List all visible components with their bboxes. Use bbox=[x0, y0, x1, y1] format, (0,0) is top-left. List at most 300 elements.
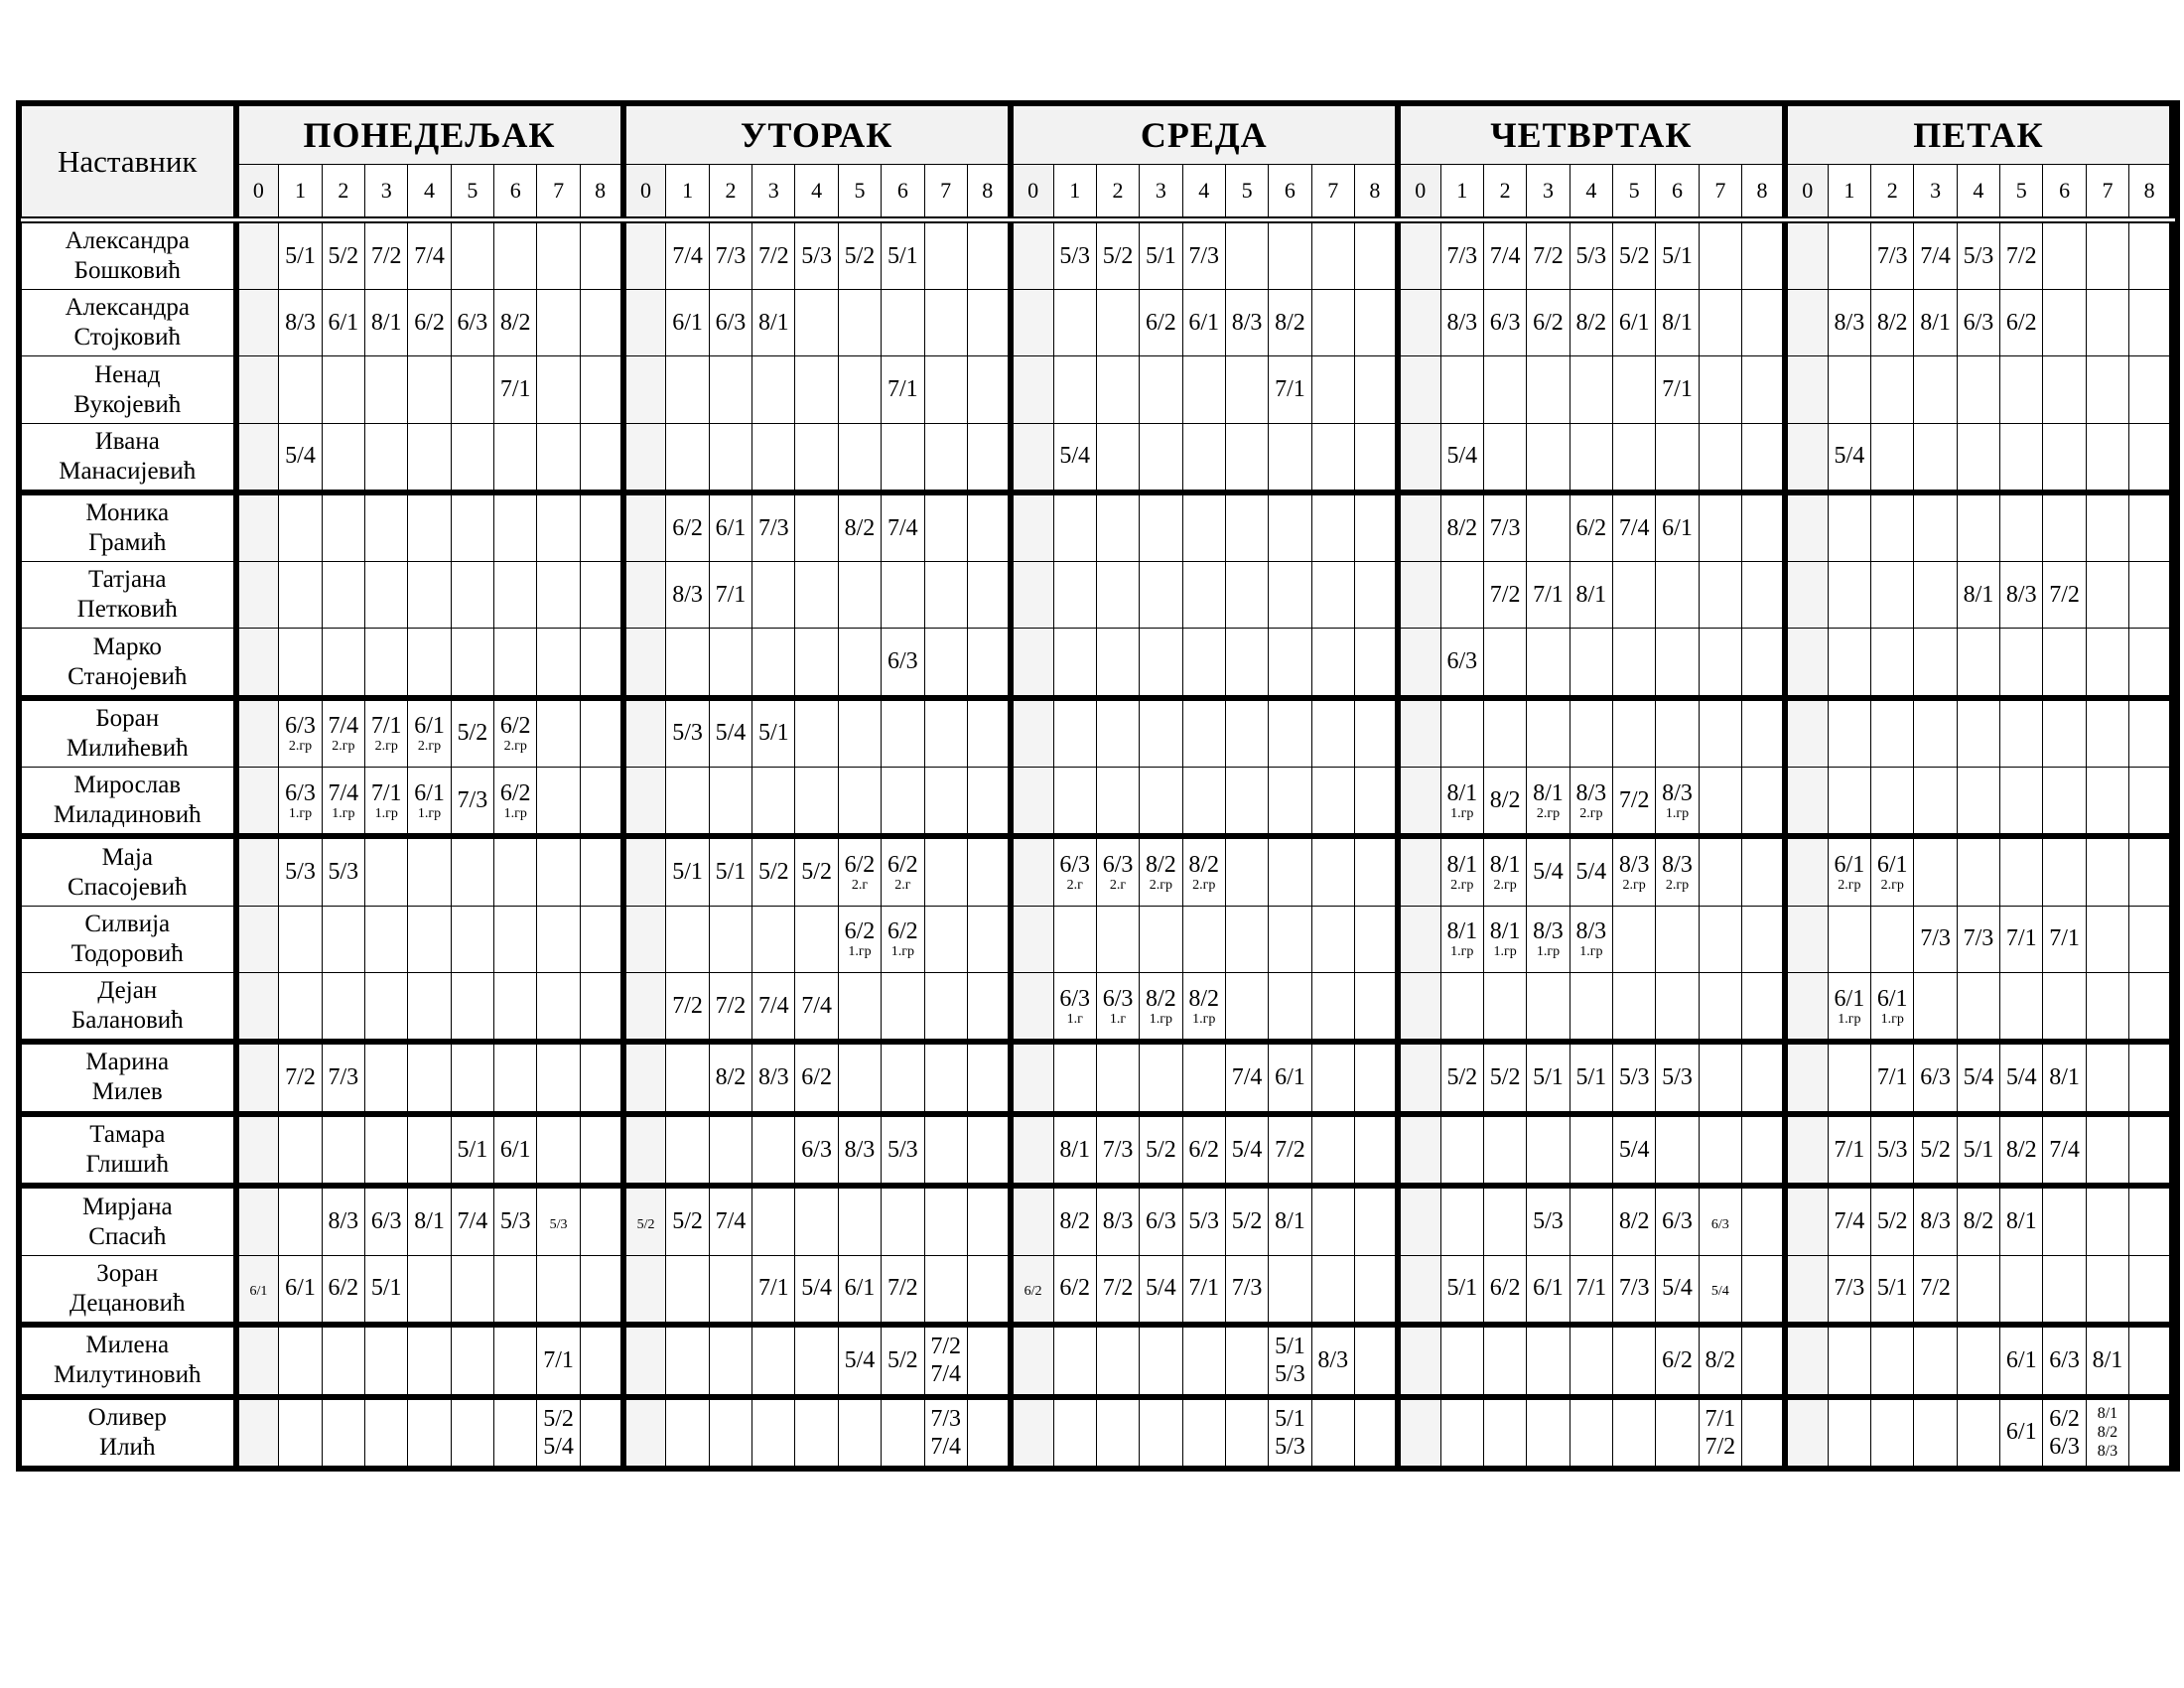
hour-header: 7 bbox=[2086, 165, 2128, 220]
class-cell bbox=[1311, 356, 1354, 423]
class-cell bbox=[1613, 906, 1656, 972]
class-cell bbox=[2000, 629, 2043, 698]
class-cell bbox=[666, 768, 709, 837]
class-cell: 6/3 bbox=[1140, 1186, 1182, 1255]
class-cell: 6/2 bbox=[666, 492, 709, 562]
class-cell bbox=[924, 629, 967, 698]
class-cell: 6/3 bbox=[1957, 290, 1999, 356]
class-cell bbox=[1742, 1042, 1785, 1114]
class-cell bbox=[709, 906, 751, 972]
class-cell bbox=[322, 768, 364, 837]
class-cell: 7/1 bbox=[1269, 356, 1311, 423]
class-cell bbox=[537, 1397, 580, 1467]
class-cell bbox=[408, 1114, 451, 1187]
class-cell bbox=[752, 629, 795, 698]
class-label: 6/1 bbox=[1876, 985, 1908, 1012]
class-cell bbox=[236, 220, 279, 290]
teacher-first-name: Александра bbox=[65, 294, 190, 322]
class-cell bbox=[2043, 290, 2086, 356]
class-cell bbox=[580, 1042, 622, 1114]
teacher-row bbox=[22, 836, 2173, 906]
class-label: 7/1 bbox=[1705, 1405, 1736, 1432]
class-cell bbox=[494, 906, 537, 972]
group-label: 2.г bbox=[894, 878, 911, 894]
group-label: 1.гр bbox=[1838, 1011, 1861, 1027]
class-cell bbox=[322, 423, 364, 492]
class-label: 6/3 bbox=[2049, 1433, 2080, 1460]
class-cell bbox=[365, 1114, 408, 1187]
teacher-last-name: Милићевић bbox=[66, 734, 189, 762]
class-cell bbox=[795, 356, 838, 423]
class-cell bbox=[795, 1397, 838, 1467]
hour-header: 2 bbox=[709, 165, 751, 220]
group-label: 1.гр bbox=[1536, 944, 1561, 960]
class-cell bbox=[1182, 1397, 1225, 1467]
class-cell bbox=[2043, 356, 2086, 423]
class-cell bbox=[2086, 768, 2128, 837]
class-cell bbox=[1053, 906, 1096, 972]
class-cell bbox=[2086, 492, 2128, 562]
class-cell bbox=[1225, 698, 1268, 768]
class-cell bbox=[2129, 972, 2172, 1042]
class-label: 8/2 bbox=[1188, 852, 1220, 879]
class-cell bbox=[1828, 629, 1870, 698]
class-cell bbox=[1483, 423, 1526, 492]
timetable-sheet bbox=[16, 100, 2180, 1472]
class-cell bbox=[967, 356, 1010, 423]
class-cell bbox=[365, 972, 408, 1042]
class-cell bbox=[1742, 290, 1785, 356]
hour-header: 3 bbox=[365, 165, 408, 220]
class-cell bbox=[666, 629, 709, 698]
hour-header: 7 bbox=[924, 165, 967, 220]
class-cell: 6/3 bbox=[709, 290, 751, 356]
class-cell bbox=[1011, 1042, 1053, 1114]
class-cell bbox=[1398, 1114, 1440, 1187]
hour-header: 6 bbox=[882, 165, 924, 220]
class-cell bbox=[1354, 356, 1397, 423]
class-cell: 7/1 bbox=[2043, 906, 2086, 972]
class-cell: 5/1 bbox=[709, 836, 751, 906]
class-cell bbox=[967, 629, 1010, 698]
class-cell bbox=[1785, 768, 1828, 837]
class-cell bbox=[1140, 1325, 1182, 1397]
class-cell: 8/3 bbox=[666, 562, 709, 629]
class-cell bbox=[752, 356, 795, 423]
hour-header: 7 bbox=[1311, 165, 1354, 220]
class-cell bbox=[2000, 768, 2043, 837]
class-cell bbox=[1828, 768, 1870, 837]
class-cell bbox=[1613, 1397, 1656, 1467]
class-cell bbox=[236, 492, 279, 562]
class-cell bbox=[537, 768, 580, 837]
class-cell bbox=[1053, 768, 1096, 837]
class-cell bbox=[2086, 906, 2128, 972]
class-cell bbox=[1225, 492, 1268, 562]
class-cell bbox=[1785, 1042, 1828, 1114]
class-cell bbox=[838, 906, 881, 972]
class-cell: 5/1 bbox=[1957, 1114, 1999, 1187]
class-cell bbox=[1269, 768, 1311, 837]
class-cell bbox=[408, 1042, 451, 1114]
class-label: 6/2 bbox=[1024, 1284, 1042, 1300]
teacher-row bbox=[22, 698, 2173, 768]
class-cell: 8/2 bbox=[1871, 290, 1914, 356]
class-cell bbox=[1053, 356, 1096, 423]
class-cell: 7/3 bbox=[1225, 1255, 1268, 1325]
class-cell: 6/1 bbox=[1613, 290, 1656, 356]
class-cell bbox=[1742, 492, 1785, 562]
class-label: 5/4 bbox=[1710, 1284, 1729, 1300]
class-cell bbox=[408, 768, 451, 837]
group-label: 1.гр bbox=[1493, 944, 1517, 960]
class-label: 5/1 bbox=[1275, 1405, 1305, 1432]
teacher-name bbox=[22, 698, 236, 768]
class-label: 6/2 bbox=[499, 779, 531, 806]
class-cell: 7/4 bbox=[451, 1186, 493, 1255]
class-cell: 7/1 bbox=[537, 1325, 580, 1397]
class-cell bbox=[580, 836, 622, 906]
class-cell bbox=[1656, 629, 1699, 698]
class-cell bbox=[1699, 220, 1741, 290]
class-cell bbox=[2129, 1114, 2172, 1187]
class-cell bbox=[1182, 1325, 1225, 1397]
class-cell bbox=[2129, 698, 2172, 768]
class-cell: 8/1 bbox=[408, 1186, 451, 1255]
class-cell bbox=[494, 492, 537, 562]
group-label: 1.г bbox=[1066, 1011, 1083, 1027]
class-cell bbox=[1656, 1114, 1699, 1187]
hour-header: 7 bbox=[537, 165, 580, 220]
class-cell bbox=[838, 1042, 881, 1114]
class-cell bbox=[795, 906, 838, 972]
class-cell: 8/3 bbox=[838, 1114, 881, 1187]
class-cell bbox=[1914, 492, 1957, 562]
class-cell bbox=[1182, 423, 1225, 492]
class-cell bbox=[1182, 629, 1225, 698]
class-cell bbox=[365, 562, 408, 629]
class-cell bbox=[1269, 906, 1311, 972]
group-label: 1.гр bbox=[374, 805, 398, 821]
class-cell bbox=[451, 1325, 493, 1397]
class-cell bbox=[2086, 1042, 2128, 1114]
class-cell bbox=[408, 1255, 451, 1325]
class-cell: 7/1 bbox=[1828, 1114, 1870, 1187]
class-cell: 6/1 bbox=[494, 1114, 537, 1187]
class-cell bbox=[1483, 1114, 1526, 1187]
class-cell: 8/1 bbox=[752, 290, 795, 356]
class-cell bbox=[2000, 972, 2043, 1042]
teacher-last-name: Вукојевић bbox=[73, 390, 182, 418]
class-cell: 5/4 bbox=[795, 1255, 838, 1325]
class-cell bbox=[1871, 1397, 1914, 1467]
class-cell bbox=[2043, 1186, 2086, 1255]
day-header: ЧЕТВРТАК bbox=[1398, 106, 1785, 165]
teacher-first-name: Оливер bbox=[87, 1403, 167, 1431]
class-cell: 5/3 bbox=[882, 1114, 924, 1187]
class-cell: 7/4 bbox=[666, 220, 709, 290]
class-cell bbox=[623, 562, 666, 629]
hour-header: 5 bbox=[1225, 165, 1268, 220]
teacher-first-name: Силвија bbox=[84, 910, 171, 937]
class-cell bbox=[752, 1186, 795, 1255]
class-cell bbox=[1398, 1042, 1440, 1114]
class-cell: 6/1 bbox=[666, 290, 709, 356]
class-cell: 7/3 bbox=[1613, 1255, 1656, 1325]
class-cell bbox=[623, 629, 666, 698]
class-cell bbox=[2129, 1397, 2172, 1467]
teacher-last-name: Милев bbox=[91, 1078, 163, 1106]
class-cell: 5/2 bbox=[795, 836, 838, 906]
class-label: 8/3 bbox=[1662, 779, 1693, 806]
class-cell bbox=[1483, 629, 1526, 698]
class-cell bbox=[1011, 423, 1053, 492]
teacher-last-name: Стојковић bbox=[73, 324, 181, 352]
class-cell: 8/1 bbox=[1269, 1186, 1311, 1255]
class-cell bbox=[1699, 562, 1741, 629]
teacher-row bbox=[22, 1397, 2173, 1467]
class-cell bbox=[2043, 629, 2086, 698]
class-cell bbox=[1785, 1325, 1828, 1397]
class-cell bbox=[2086, 356, 2128, 423]
hour-header: 8 bbox=[1742, 165, 1785, 220]
class-cell bbox=[1096, 423, 1139, 492]
class-cell bbox=[752, 562, 795, 629]
class-cell bbox=[1742, 906, 1785, 972]
class-cell: 7/2 bbox=[752, 220, 795, 290]
class-label: 8/2 bbox=[1146, 852, 1176, 879]
hour-header: 3 bbox=[752, 165, 795, 220]
class-cell bbox=[279, 768, 322, 837]
class-cell bbox=[623, 1114, 666, 1187]
group-label: 1.г bbox=[1109, 1011, 1127, 1027]
class-cell bbox=[1785, 423, 1828, 492]
class-cell bbox=[322, 562, 364, 629]
class-label: 7/3 bbox=[930, 1405, 961, 1432]
class-cell: 5/4 bbox=[838, 1325, 881, 1397]
class-cell bbox=[1785, 1186, 1828, 1255]
class-cell bbox=[1957, 972, 1999, 1042]
class-cell bbox=[2043, 836, 2086, 906]
hour-header: 1 bbox=[279, 165, 322, 220]
class-cell: 7/3 bbox=[709, 220, 751, 290]
class-cell bbox=[365, 1042, 408, 1114]
class-cell: 8/1 bbox=[1914, 290, 1957, 356]
class-cell bbox=[1527, 1397, 1570, 1467]
class-cell bbox=[709, 423, 751, 492]
class-cell: 6/2 bbox=[1140, 290, 1182, 356]
class-cell bbox=[1527, 423, 1570, 492]
teacher-column-header: Наставник bbox=[22, 106, 236, 220]
class-cell bbox=[1483, 836, 1526, 906]
hour-header: 8 bbox=[967, 165, 1010, 220]
class-cell bbox=[1828, 562, 1870, 629]
hour-header: 4 bbox=[408, 165, 451, 220]
class-cell bbox=[1699, 290, 1741, 356]
teacher-name bbox=[22, 1114, 236, 1187]
class-cell bbox=[1398, 768, 1440, 837]
class-cell bbox=[2086, 972, 2128, 1042]
group-label: 1.гр bbox=[1192, 1011, 1216, 1027]
hour-header: 7 bbox=[1699, 165, 1741, 220]
class-cell: 7/3 bbox=[451, 768, 493, 837]
class-cell: 5/4 bbox=[2000, 1042, 2043, 1114]
class-cell bbox=[1828, 972, 1870, 1042]
class-cell bbox=[1354, 1186, 1397, 1255]
class-cell bbox=[1699, 629, 1741, 698]
class-cell bbox=[451, 836, 493, 906]
class-cell bbox=[1699, 906, 1741, 972]
class-cell: 7/3 bbox=[752, 492, 795, 562]
class-cell bbox=[322, 906, 364, 972]
class-cell bbox=[322, 1114, 364, 1187]
class-cell bbox=[1483, 356, 1526, 423]
class-cell bbox=[623, 1325, 666, 1397]
class-cell bbox=[537, 423, 580, 492]
class-cell: 8/2 bbox=[2000, 1114, 2043, 1187]
class-label: 5/3 bbox=[549, 1217, 568, 1233]
class-cell bbox=[451, 562, 493, 629]
class-cell bbox=[365, 356, 408, 423]
class-cell bbox=[623, 290, 666, 356]
class-cell bbox=[1140, 906, 1182, 972]
class-cell bbox=[1398, 906, 1440, 972]
teacher-row bbox=[22, 629, 2173, 698]
class-cell: 5/3 bbox=[795, 220, 838, 290]
class-label: 8/1 bbox=[1446, 918, 1478, 945]
hour-header: 8 bbox=[1354, 165, 1397, 220]
class-cell bbox=[1354, 423, 1397, 492]
hour-header: 0 bbox=[1785, 165, 1828, 220]
class-cell bbox=[580, 1325, 622, 1397]
class-cell bbox=[1269, 1255, 1311, 1325]
class-cell bbox=[494, 1255, 537, 1325]
group-label: 1.гр bbox=[1450, 944, 1474, 960]
class-cell: 8/3 bbox=[1914, 1186, 1957, 1255]
class-cell: 8/3 bbox=[1311, 1325, 1354, 1397]
class-cell bbox=[365, 1325, 408, 1397]
class-cell bbox=[580, 1186, 622, 1255]
class-cell bbox=[580, 768, 622, 837]
class-cell bbox=[2043, 698, 2086, 768]
class-cell bbox=[1311, 698, 1354, 768]
class-label: 6/3 bbox=[285, 779, 316, 806]
hour-header: 5 bbox=[1613, 165, 1656, 220]
class-cell: 7/2 bbox=[1483, 562, 1526, 629]
class-cell: 5/3 bbox=[1570, 220, 1612, 290]
class-cell bbox=[2129, 906, 2172, 972]
class-cell bbox=[1225, 629, 1268, 698]
class-cell: 7/2 bbox=[666, 972, 709, 1042]
class-cell: 6/3 bbox=[882, 629, 924, 698]
class-cell bbox=[709, 1255, 751, 1325]
class-label: 5/3 bbox=[1275, 1433, 1305, 1460]
class-cell: 6/1 bbox=[2000, 1325, 2043, 1397]
class-cell bbox=[1440, 1114, 1483, 1187]
class-cell: 6/2 bbox=[795, 1042, 838, 1114]
teacher-first-name: Мирослав bbox=[73, 772, 182, 799]
class-cell bbox=[1096, 1042, 1139, 1114]
class-cell bbox=[1140, 836, 1182, 906]
class-cell bbox=[365, 768, 408, 837]
teacher-name bbox=[22, 290, 236, 356]
class-cell bbox=[967, 290, 1010, 356]
class-cell: 8/2 bbox=[709, 1042, 751, 1114]
class-cell bbox=[2086, 629, 2128, 698]
class-cell bbox=[580, 698, 622, 768]
class-cell bbox=[279, 1325, 322, 1397]
class-cell: 8/2 bbox=[494, 290, 537, 356]
class-cell: 5/3 bbox=[1527, 1186, 1570, 1255]
class-cell bbox=[1871, 492, 1914, 562]
class-cell: 7/4 bbox=[1225, 1042, 1268, 1114]
class-cell bbox=[1354, 1042, 1397, 1114]
class-cell: 8/2 bbox=[1613, 1186, 1656, 1255]
class-cell bbox=[924, 1042, 967, 1114]
class-cell bbox=[1182, 768, 1225, 837]
class-cell bbox=[924, 836, 967, 906]
class-cell bbox=[795, 768, 838, 837]
group-label: 2.гр bbox=[1838, 878, 1861, 894]
class-cell bbox=[1182, 836, 1225, 906]
class-cell: 5/1 bbox=[365, 1255, 408, 1325]
class-cell bbox=[1440, 972, 1483, 1042]
class-cell: 6/2 bbox=[1656, 1325, 1699, 1397]
class-cell: 5/3 bbox=[1053, 220, 1096, 290]
class-cell bbox=[924, 906, 967, 972]
class-cell: 8/3 bbox=[322, 1186, 364, 1255]
class-cell bbox=[1957, 492, 1999, 562]
teacher-name bbox=[22, 906, 236, 972]
class-cell bbox=[623, 1255, 666, 1325]
class-cell bbox=[1527, 629, 1570, 698]
hour-header: 1 bbox=[1440, 165, 1483, 220]
class-cell: 5/4 bbox=[1957, 1042, 1999, 1114]
class-cell bbox=[408, 906, 451, 972]
class-cell bbox=[795, 1325, 838, 1397]
class-cell bbox=[1053, 1042, 1096, 1114]
class-cell bbox=[451, 906, 493, 972]
class-cell bbox=[967, 423, 1010, 492]
class-cell bbox=[752, 1325, 795, 1397]
class-cell bbox=[1398, 1255, 1440, 1325]
class-cell: 7/1 bbox=[709, 562, 751, 629]
class-cell: 8/2 bbox=[1053, 1186, 1096, 1255]
class-cell bbox=[1871, 836, 1914, 906]
class-cell: 6/3 bbox=[1440, 629, 1483, 698]
class-cell bbox=[2000, 836, 2043, 906]
class-cell bbox=[1699, 423, 1741, 492]
class-cell: 7/1 bbox=[1527, 562, 1570, 629]
class-cell bbox=[1699, 768, 1741, 837]
class-cell bbox=[2129, 423, 2172, 492]
class-cell: 8/1 bbox=[1053, 1114, 1096, 1187]
class-cell bbox=[2086, 698, 2128, 768]
class-label: 5/2 bbox=[543, 1405, 574, 1432]
class-cell bbox=[1871, 768, 1914, 837]
class-cell: 5/2 bbox=[1225, 1186, 1268, 1255]
class-cell bbox=[623, 768, 666, 837]
class-label: 6/3 bbox=[1059, 985, 1091, 1012]
class-cell bbox=[1914, 356, 1957, 423]
class-cell bbox=[924, 562, 967, 629]
class-cell bbox=[451, 972, 493, 1042]
class-cell bbox=[1269, 423, 1311, 492]
class-label: 6/1 bbox=[249, 1284, 268, 1300]
hour-header: 0 bbox=[1398, 165, 1440, 220]
class-cell bbox=[494, 1042, 537, 1114]
group-label: 2.гр bbox=[1450, 878, 1474, 894]
